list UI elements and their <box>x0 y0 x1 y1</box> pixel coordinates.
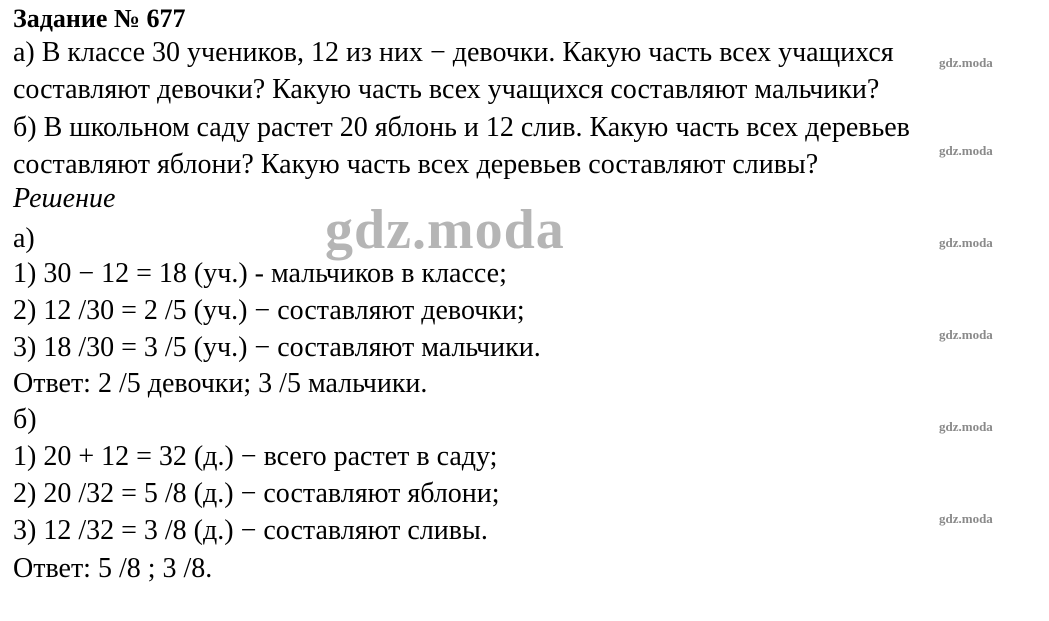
part-a-step-2: 2) 12 /30 = 2 /5 (уч.) − составляют девочки; <box>13 295 525 326</box>
condition-line-1: а) В классе 30 учеников, 12 из них − девочки. Какую часть всех учащихся <box>13 37 894 68</box>
watermark-large: gdz.moda <box>325 199 565 261</box>
part-b-step-1: 1) 20 + 12 = 32 (д.) − всего растет в саду; <box>13 441 498 472</box>
watermark-small: gdz.moda <box>939 419 993 434</box>
watermark-small: gdz.moda <box>939 511 993 526</box>
watermark-small: gdz.moda <box>939 143 993 158</box>
part-a-step-1: 1) 30 − 12 = 18 (уч.) - мальчиков в классе; <box>13 258 507 289</box>
part-a-step-3: 3) 18 /30 = 3 /5 (уч.) − составляют мальчики. <box>13 332 541 363</box>
part-b-step-3: 3) 12 /32 = 3 /8 (д.) − составляют сливы. <box>13 515 488 546</box>
condition-line-2: составляют девочки? Какую часть всех учащихся составляют мальчики? <box>13 74 880 105</box>
condition-line-3: б) В школьном саду растет 20 яблонь и 12 слив. Какую часть всех деревьев <box>13 112 910 143</box>
part-b-label: б) <box>13 404 37 435</box>
part-b-answer: Ответ: 5 /8 ; 3 /8. <box>13 553 213 584</box>
condition-line-4: составляют яблони? Какую часть всех деревьев составляют сливы? <box>13 149 819 180</box>
watermark-small: gdz.moda <box>939 327 993 342</box>
part-b-step-2: 2) 20 /32 = 5 /8 (д.) − составляют яблони; <box>13 478 500 509</box>
watermark-small: gdz.moda <box>939 235 993 250</box>
part-a-answer: Ответ: 2 /5 девочки; 3 /5 мальчики. <box>13 368 428 399</box>
watermark-small: gdz.moda <box>939 55 993 70</box>
part-a-label: а) <box>13 223 35 254</box>
task-title: Задание № 677 <box>13 4 186 33</box>
solution-heading: Решение <box>13 183 116 214</box>
